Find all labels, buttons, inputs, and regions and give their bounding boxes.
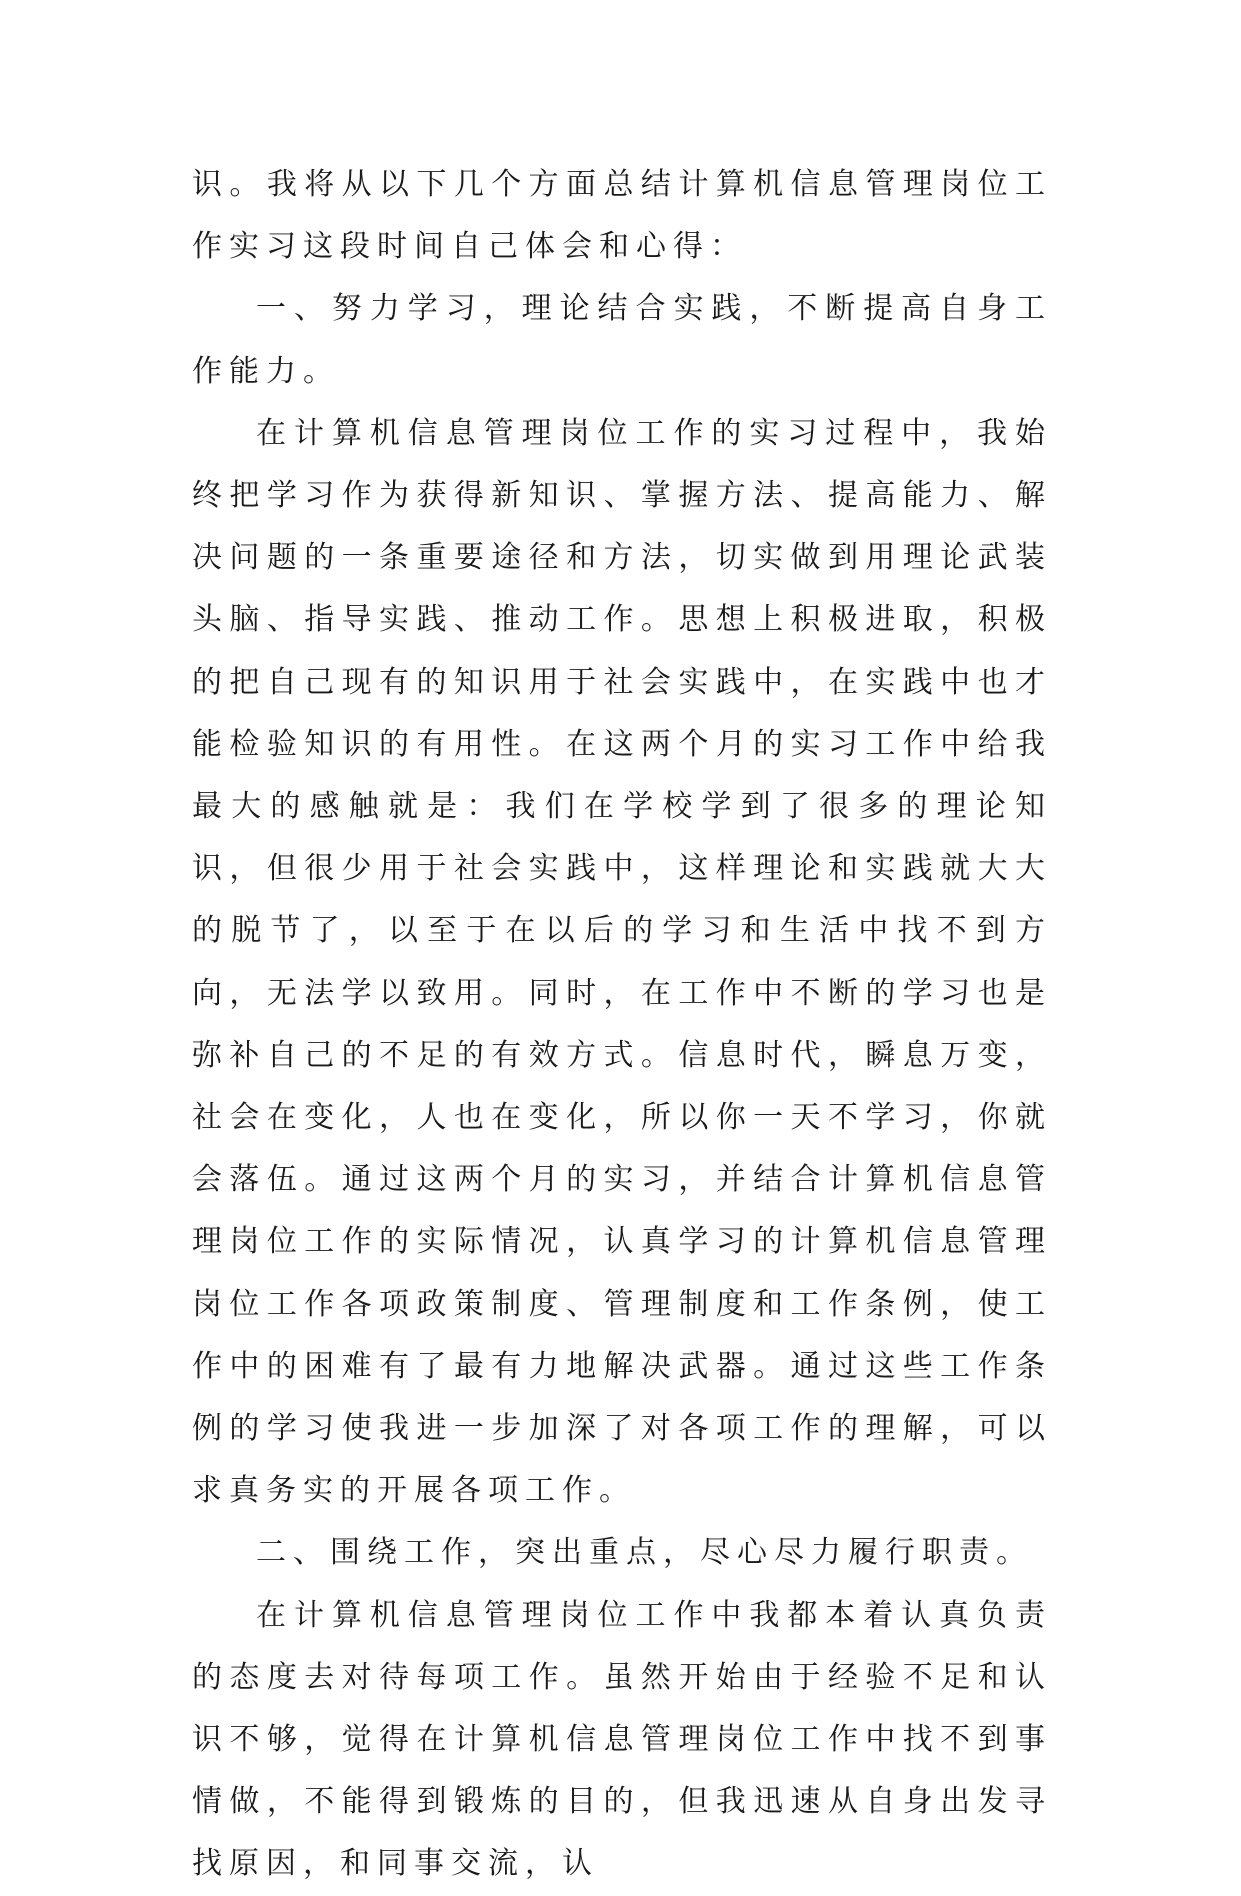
section-heading-1: 一、努力学习，理论结合实践，不断提高自身工作能力。	[192, 291, 1052, 389]
document-body	[192, 154, 1052, 1896]
paragraph-section-2: 在计算机信息管理岗位工作中我都本着认真负责的态度去对待每项工作。虽然开始由于经验不足和认识不够，觉得在计算机信息管理岗位工作中找不到事情做，不能得到锻炼的目的，但我迅速从自身出发寻找原因，和同事交流，认	[192, 1597, 1052, 1882]
paragraph-intro-continuation: 识。我将从以下几个方面总结计算机信息管理岗位工作实习这段时间自己体会和心得：	[192, 167, 1052, 265]
paragraph-section-1: 在计算机信息管理岗位工作的实习过程中，我始终把学习作为获得新知识、掌握方法、提高能力、解决问题的一条重要途径和方法，切实做到用理论武装头脑、指导实践、推动工作。思想上积极进取，积极的把自己现有的知识用于社会实践中，在实践中也才能检验知识的有用性。在这两个月的实习工作中给我最大的感触就是：我们在学校学到了很多的理论知识，但很少用于社会实践中，这样理论和实践就大大的脱节了，以至于在以后的学习和生活中找不到方向，无法学以致用。同时，在工作中不断的学习也是弥补自己的不足的有效方式。信息时代，瞬息万变，社会在变化，人也在变化，所以你一天不学习，你就会落伍。通过这两个月的实习，并结合计算机信息管理岗位工作的实际情况，认真学习的计算机信息管理岗位工作各项政策制度、管理制度和工作条例，使工作中的困难有了最有力地解决武器。通过这些工作条例的学习使我进一步加深了对各项工作的理解，可以求真务实的开展各项工作。	[192, 415, 1052, 1509]
section-heading-2: 二、围绕工作，突出重点，尽心尽力履行职责。	[256, 1535, 1033, 1571]
